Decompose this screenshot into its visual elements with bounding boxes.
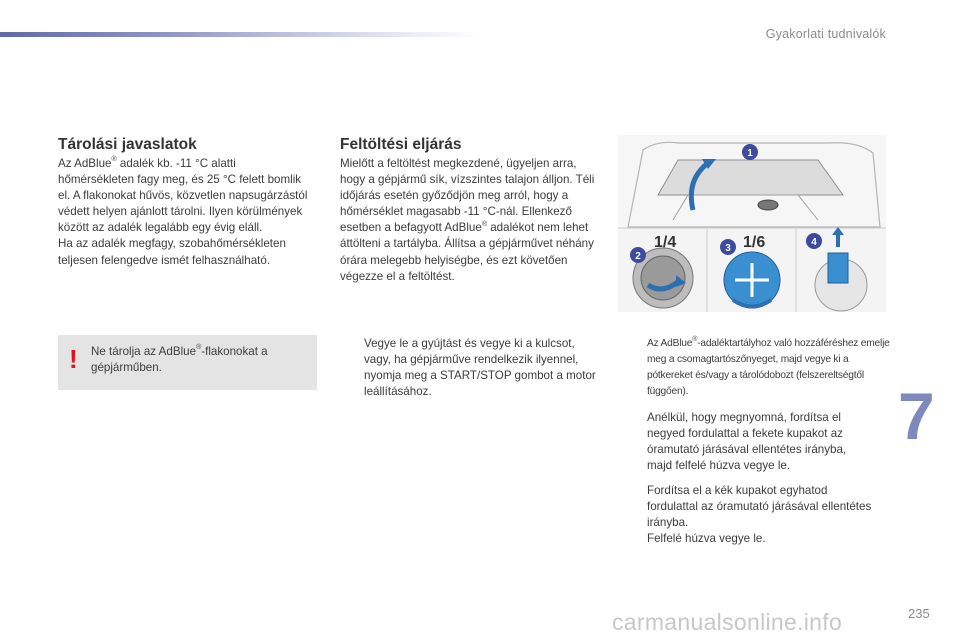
filling-title: Feltöltési eljárás	[340, 136, 462, 153]
step-1-text: Vegye le a gyújtást és vegye ki a kulcsot, vagy, ha gépjárműve rendelkezik ilyennel, nyomja meg a START/STOP gombot a motor leállításához.	[364, 337, 596, 399]
svg-text:3: 3	[725, 243, 731, 254]
storage-text-b: adalék kb. -11 °C alatti hőmérsékleten fagy meg, és 25 °C felett bomlik el. A flakonokat hűvös, közvetlen napsugárzástól védett helyen ajánlott tárolni. Ilyen körülmények között az adalék legalább egy évig eláll.	[58, 157, 308, 235]
filling-paragraph: Mielőtt a feltöltést megkezdené, ügyeljen arra, hogy a gépjármű sík, vízszintes talajon álljon. Téli időjárás esetén győződjön meg arról, hogy a hőmérséklet magasabb -11 °C-nál. Ellenkező esetben a befagyott AdBlue® adalékot nem lehet áttölteni a tartályba. Állítsa a gépjárművet néhány órára melegebb helyiségbe, és ezt követően végezze el a feltöltést.	[340, 157, 595, 283]
chapter-number: 7	[898, 379, 935, 453]
svg-text:1/4: 1/4	[654, 234, 677, 251]
storage-title: Tárolási javaslatok	[58, 136, 197, 153]
step-4	[623, 483, 873, 531]
storage-text-a: Az AdBlue	[58, 157, 112, 170]
step-3-text: Anélkül, hogy megnyomná, fordítsa el negyed fordulattal a fekete kupakot az óramutató járásával ellentétes irányba, majd felfelé húzva vegye le.	[647, 411, 847, 473]
svg-text:2: 2	[635, 251, 641, 262]
warning-icon: !	[69, 344, 78, 374]
header-accent-bar	[0, 32, 480, 37]
adblue-filler-illustration	[618, 135, 886, 312]
footer-watermark: carmanualsonline.info	[612, 609, 843, 635]
trunk-diagram	[618, 135, 886, 312]
step-2-text: Az AdBlue®-adaléktartályhoz való hozzáféréshez emelje meg a csomagtartószőnyeget, majd vegye ki a pótkereket és/vagy a tárolódobozt (felszereltségtől függően).	[647, 335, 890, 398]
storage-paragraph	[58, 156, 308, 269]
step-3	[623, 410, 873, 474]
section-header-title: Gyakorlati tudnivalók	[765, 27, 886, 41]
step-5-text: Felfelé húzva vegye le.	[647, 532, 766, 545]
registered-mark: ®	[111, 156, 117, 164]
svg-text:1: 1	[747, 148, 753, 159]
warning-box	[58, 335, 317, 390]
page-number: 235	[908, 606, 930, 621]
svg-text:4: 4	[811, 237, 817, 248]
warning-text: Ne tárolja az AdBlue®-flakonokat a gépjárműben.	[91, 344, 268, 374]
step-1	[340, 336, 602, 400]
svg-text:1/6: 1/6	[743, 234, 766, 251]
step-4-text: Fordítsa el a kék kupakot egyhatod fordulattal az óramutató járásával ellentétes irányba.	[647, 484, 872, 530]
storage-text-2: Ha az adalék megfagy, szobahőmérsékleten teljesen felengedve ismét felhasználható.	[58, 237, 286, 267]
step-5	[623, 531, 873, 547]
step-2	[623, 336, 891, 400]
